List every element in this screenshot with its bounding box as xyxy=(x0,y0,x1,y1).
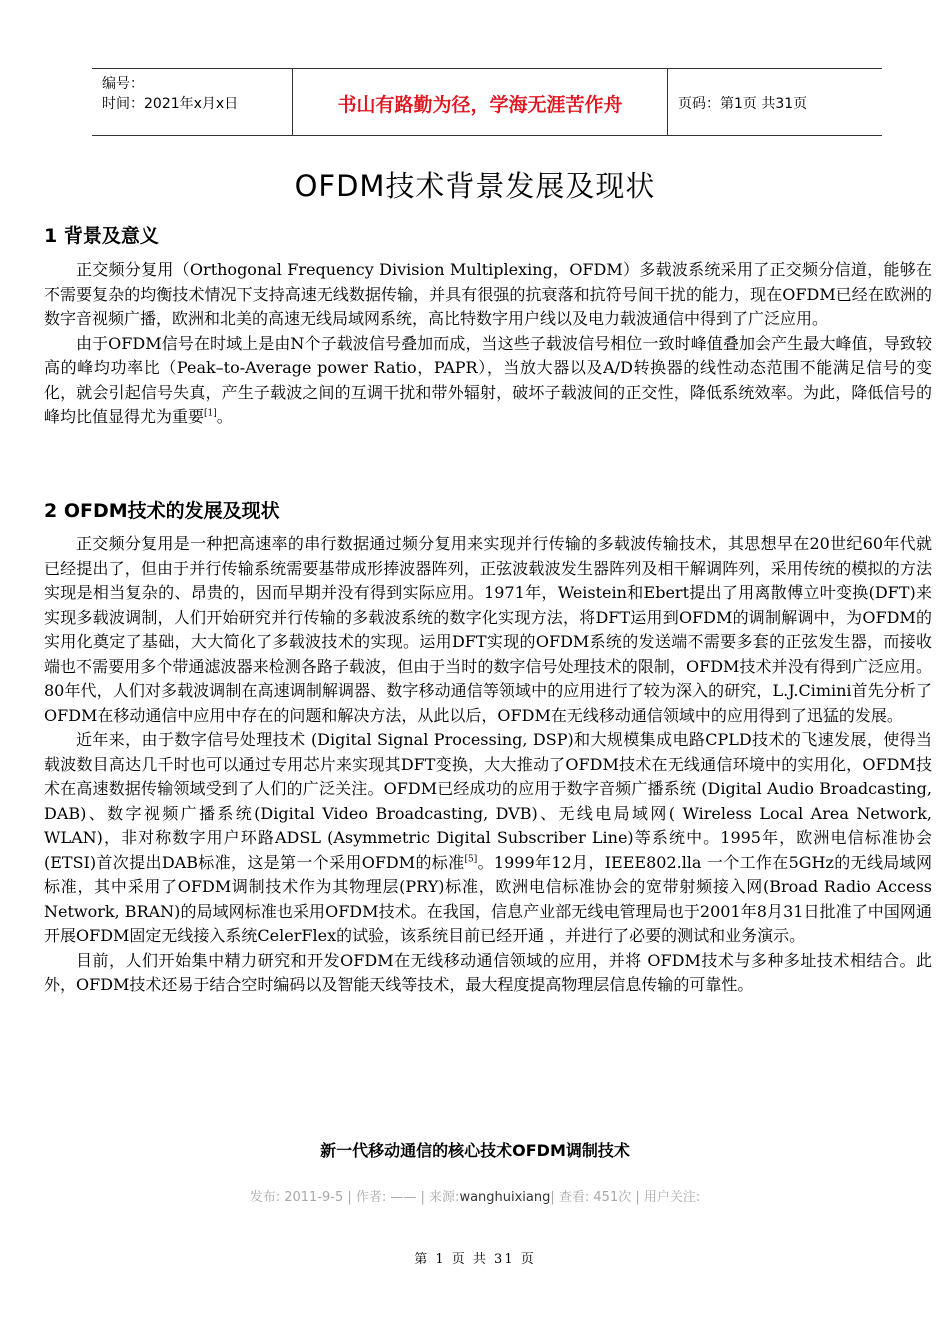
meta-source-link[interactable]: wanghuixiang xyxy=(459,1190,551,1205)
section-2-paragraph-2-text: 近年来，由于数字信号处理技术 (Digital Signal Processing, DSP)和大规模集成电路CPLD技术的飞速发展，使得当载波数目高达几千时也可以通过专用芯片来实现其DFT变换，大大推动了OFDM技术在无线通信环境中的实用化，OFDM技术在高速数据传输领域受到了人们的广泛关注。OFDM已经成功的应用于数字音频广播系统 (Digital Audio Broadcasting, DAB)、数字视频广播系统(Digital Video Broadcasting, DVB)、无线电局域网( Wireless Local Area Network, WLAN)，非对称数字用户环路ADSL (Asymmetric Digital Subscriber Line)等系统中。1995年，欧洲电信标准协会(ETSI)首次提出DAB标准，这是第一个采用OFDM的标准 xyxy=(44,730,932,872)
section-1-paragraph-1: 正交频分复用（Orthogonal Frequency Division Multiplexing，OFDM）多载波系统采用了正交频分信道，能够在不需要复杂的均衡技术情况下支持高速无线数据传输，并具有很强的抗衰落和抗符号间干扰的能力，现在OFDM已经在欧洲的数字音视频广播，欧洲和北美的高速无线局域网系统，高比特数字用户线以及电力载波通信中得到了广泛应用。 xyxy=(44,260,932,328)
section-2-paragraph-1: 正交频分复用是一种把高速率的串行数据通过频分复用来实现并行传输的多载波传输技术，其思想早在20世纪60年代就已经提出了，但由于并行传输系统需要基带成形捧波器阵列，正弦波载波发生器阵列及相干解调阵列，采用传统的模拟的方法实现是相当复杂的、昂贵的，因而早期并没有得到实际应用。1971年，Weistein和Ebert提出了用离散傅立叶变换(DFT)来实现多载波调制，人们开始研究并行传输的多载波系统的数字化实现方法，将DFT运用到OFDM的调制解调中，为OFDM的实用化奠定了基础，大大简化了多载波技术的实现。运用DFT实现的OFDM系统的发送端不需要多套的正弦发生器，而接收端也不需要用多个带通滤波器来检测各路子载波，但由于当时的数字信号处理技术的限制，OFDM技术并没有得到广泛应用。80年代，人们对多载波调制在高速调制解调器、数字移动通信等领域中的应用进行了较为深入的研究，L.J.Cimini首先分析了OFDM在移动通信中应用中存在的问题和解决方法，从此以后，OFDM在无线移动通信领域中的应用得到了迅猛的发展。 xyxy=(44,534,932,725)
meta-prefix: 发布: 2011-9-5 | 作者: —— | 来源: xyxy=(249,1190,460,1205)
article-meta-line xyxy=(0,1186,950,1205)
section-1-heading: 1 背景及意义 xyxy=(44,225,159,247)
section-2-body xyxy=(44,532,932,998)
citation-5: [5] xyxy=(464,854,478,865)
page-header-table xyxy=(92,68,882,136)
section-2-paragraph-2 xyxy=(44,728,932,949)
document-number-label: 编号： xyxy=(102,76,144,92)
page-footer: 第 1 页 共 31 页 xyxy=(414,1252,536,1267)
article-subtitle: 新一代移动通信的核心技术OFDM调制技术 xyxy=(320,1141,630,1160)
section-1-paragraph-2-text: 由于OFDM信号在时域上是由N个子载波信号叠加而成，当这些子载波信号相位一致时峰值叠加会产生最大峰值，导致较高的峰均功率比（Peak–to-Average power Ratio，PAPR），当放大器以及A/D转换器的线性动态范围不能满足信号的变化，就会引起信号失真，产生子载波之间的互调干扰和带外辐射，破坏子载波间的正交性，降低系统效率。为此，降低信号的峰均比值显得尤为重要 xyxy=(44,333,932,426)
header-page-info: 页码：第1页 共31页 xyxy=(678,96,808,112)
header-center-cell xyxy=(292,69,668,135)
header-right-cell xyxy=(668,69,882,135)
section-2-heading: 2 OFDM技术的发展及现状 xyxy=(44,500,280,522)
meta-suffix: | 查看: 451次 | 用户关注: xyxy=(550,1190,701,1205)
document-title: OFDM技术背景发展及现状 xyxy=(294,169,656,203)
header-left-cell xyxy=(92,69,292,135)
citation-1: [1] xyxy=(204,408,217,419)
section-2-paragraph-3: 目前，人们开始集中精力研究和开发OFDM在无线移动通信领域的应用，并将 OFDM技术与多种多址技术相结合。此外，OFDM技术还易于结合空时编码以及智能天线等技术，最大程度提高物理层信息传输的可靠性。 xyxy=(44,950,932,994)
header-motto: 书山有路勤为径，学海无涯苦作舟 xyxy=(337,94,623,116)
document-time-label: 时间：2021年x月x日 xyxy=(102,96,239,112)
section-1-body xyxy=(44,258,932,430)
section-1-paragraph-2-tail: 。 xyxy=(216,407,233,426)
section-2-paragraph-2-rest: 。1999年12月，IEEE802.lla 一个工作在5GHz的无线局域网标准，其中采用了OFDM调制技术作为其物理层(PRY)标准，欧洲电信标准协会的宽带射频接入网(Broad Radio Access Network, BRAN)的局域网标准也采用OFDM技术。在我国，信息产业部无线电管理局也于2001年8月31日批准了中国网通开展OFDM固定无线接入系统CelerFlex的试验，该系统目前已经开通 ，并进行了必要的测试和业务演示。 xyxy=(44,852,932,945)
section-1-paragraph-2 xyxy=(44,332,932,430)
